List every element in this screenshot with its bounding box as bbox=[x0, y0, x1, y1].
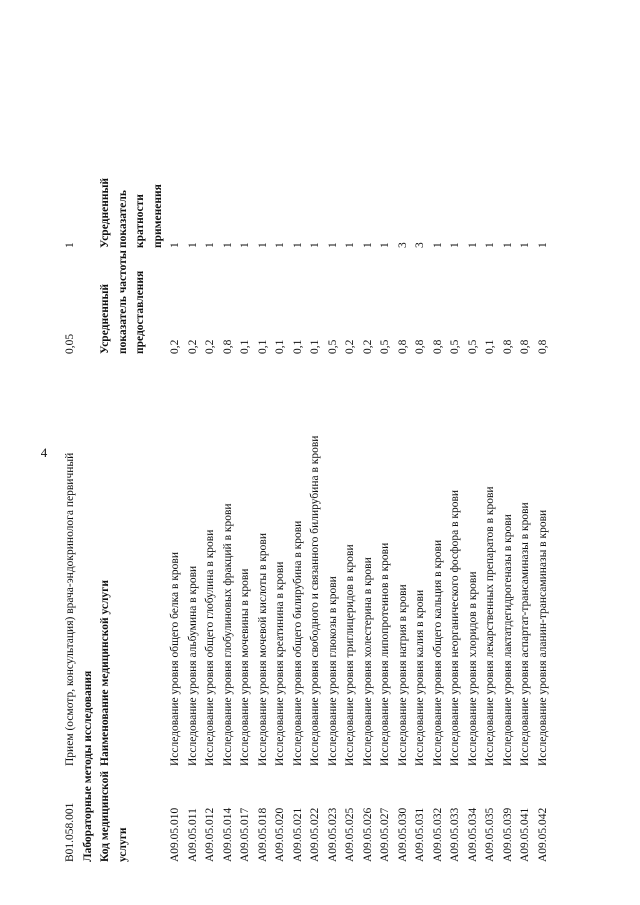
row-multiplicity: 1 bbox=[256, 242, 269, 248]
row-frequency: 0,8 bbox=[221, 339, 234, 354]
row-code: A09.05.035 bbox=[484, 807, 496, 862]
row-name: Исследование уровня мочевой кислоты в крови bbox=[256, 532, 269, 766]
row-code: A09.05.010 bbox=[169, 807, 181, 862]
row-multiplicity: 1 bbox=[326, 242, 339, 248]
table-row bbox=[395, 148, 413, 862]
row-name: Исследование уровня лактатдегидрогеназы в крови bbox=[501, 514, 514, 766]
row-code: A09.05.039 bbox=[501, 807, 514, 862]
header-code: Код медицинской услуги bbox=[99, 771, 129, 862]
row-frequency: 0,8 bbox=[519, 339, 531, 354]
row-name: Исследование уровня натрия в крови bbox=[396, 584, 409, 766]
row-multiplicity: 1 bbox=[309, 242, 321, 248]
row-multiplicity: 1 bbox=[291, 242, 304, 248]
page-number: 4 bbox=[40, 445, 48, 460]
table-row bbox=[220, 148, 238, 862]
row-code: A09.05.020 bbox=[274, 807, 286, 862]
row-frequency: 0,2 bbox=[344, 339, 356, 354]
row-name: Исследование уровня калия в крови bbox=[414, 589, 426, 766]
row-name: Исследование уровня общего белка в крови bbox=[169, 551, 181, 766]
table-header-row bbox=[97, 148, 167, 862]
row-name: Исследование уровня мочевины в крови bbox=[239, 568, 251, 766]
row-code: A09.05.026 bbox=[361, 807, 374, 862]
row-code: A09.05.018 bbox=[256, 807, 269, 862]
row-multiplicity: 1 bbox=[221, 242, 234, 248]
row-frequency: 0,1 bbox=[309, 339, 321, 354]
row-frequency: 0,1 bbox=[256, 339, 269, 354]
table-row bbox=[430, 148, 448, 862]
row-name: Исследование уровня свободного и связанного билирубина в крови bbox=[309, 435, 321, 766]
table-row bbox=[255, 148, 273, 862]
row-name: Исследование уровня хлоридов в крови bbox=[466, 571, 479, 766]
row-frequency: 0,2 bbox=[361, 339, 374, 354]
row-name: Исследование уровня лекарственных препаратов в крови bbox=[484, 486, 496, 766]
table-row bbox=[535, 148, 553, 862]
row-frequency: 0,5 bbox=[379, 339, 391, 354]
row-code: A09.05.012 bbox=[204, 807, 216, 862]
header-multiplicity: Усредненный показатель кратности применения bbox=[99, 177, 164, 248]
row-multiplicity: 1 bbox=[536, 242, 549, 248]
row-frequency: 0,5 bbox=[449, 339, 461, 354]
row-code: A09.05.027 bbox=[379, 807, 391, 862]
table-row bbox=[500, 148, 518, 862]
row-code: A09.05.022 bbox=[309, 807, 321, 862]
table-row bbox=[517, 148, 535, 862]
row-code: A09.05.021 bbox=[291, 807, 304, 862]
row-multiplicity: 1 bbox=[186, 242, 199, 248]
row-code: A09.05.030 bbox=[396, 807, 409, 862]
service-multiplicity: 1 bbox=[64, 242, 76, 248]
table-row bbox=[202, 148, 220, 862]
row-name: Исследование уровня неорганического фосфора в крови bbox=[449, 489, 461, 766]
row-code: A09.05.023 bbox=[326, 807, 339, 862]
section-title: Лабораторные методы исследования bbox=[81, 670, 94, 862]
table-row bbox=[307, 148, 325, 862]
row-name: Исследование уровня глобулиновых фракций в крови bbox=[221, 503, 234, 766]
row-multiplicity: 1 bbox=[449, 242, 461, 248]
table-row bbox=[185, 148, 203, 862]
row-frequency: 0,1 bbox=[274, 339, 286, 354]
row-code: A09.05.033 bbox=[449, 807, 461, 862]
row-frequency: 0,5 bbox=[466, 339, 479, 354]
row-frequency: 0,1 bbox=[291, 339, 304, 354]
service-code: B01.058.001 bbox=[64, 802, 76, 862]
row-code: A09.05.034 bbox=[466, 807, 479, 862]
row-multiplicity: 1 bbox=[239, 242, 251, 248]
row-code: A09.05.025 bbox=[344, 807, 356, 862]
row-code: A09.05.031 bbox=[414, 807, 426, 862]
table-row bbox=[447, 148, 465, 862]
table-row bbox=[167, 148, 185, 862]
row-frequency: 0,2 bbox=[204, 339, 216, 354]
row-name: Исследование уровня липопротеинов в крови bbox=[379, 542, 391, 766]
row-name: Исследование уровня аланин-трансаминазы в крови bbox=[536, 509, 549, 766]
table-row bbox=[237, 148, 255, 862]
table-row bbox=[465, 148, 483, 862]
row-name: Исследование уровня альбумина в крови bbox=[186, 565, 199, 766]
row-multiplicity: 3 bbox=[396, 242, 409, 248]
row-name: Исследование уровня холестерина в крови bbox=[361, 557, 374, 766]
table-row bbox=[325, 148, 343, 862]
row-frequency: 0,2 bbox=[169, 339, 181, 354]
service-row bbox=[62, 148, 80, 862]
table-row bbox=[360, 148, 378, 862]
table-row bbox=[342, 148, 360, 862]
row-frequency: 0,2 bbox=[186, 339, 199, 354]
row-frequency: 0,1 bbox=[484, 339, 496, 354]
rotated-page-content bbox=[62, 132, 562, 862]
row-frequency: 0,8 bbox=[431, 339, 444, 354]
row-multiplicity: 1 bbox=[501, 242, 514, 248]
row-name: Исследование уровня аспартат-трансаминазы в крови bbox=[519, 502, 531, 766]
table-row bbox=[290, 148, 308, 862]
row-multiplicity: 1 bbox=[519, 242, 531, 248]
row-code: A09.05.017 bbox=[239, 807, 251, 862]
section-title-row bbox=[80, 148, 98, 862]
row-code: A09.05.041 bbox=[519, 807, 531, 862]
row-name: Исследование уровня глюкозы в крови bbox=[326, 576, 339, 766]
header-frequency: Усредненный показатель частоты предоставления bbox=[99, 250, 146, 354]
row-frequency: 0,8 bbox=[396, 339, 409, 354]
row-frequency: 0,1 bbox=[239, 339, 251, 354]
row-multiplicity: 1 bbox=[361, 242, 374, 248]
row-frequency: 0,8 bbox=[414, 339, 426, 354]
row-frequency: 0,5 bbox=[326, 339, 339, 354]
services-table bbox=[62, 148, 552, 862]
table-row bbox=[482, 148, 500, 862]
row-name: Исследование уровня триглицеридов в крови bbox=[344, 544, 356, 766]
header-name: Наименование медицинской услуги bbox=[99, 579, 111, 766]
row-name: Исследование уровня общего билирубина в крови bbox=[291, 520, 304, 766]
row-multiplicity: 1 bbox=[466, 242, 479, 248]
row-name: Исследование уровня общего кальция в крови bbox=[431, 539, 444, 766]
row-multiplicity: 1 bbox=[169, 242, 181, 248]
table-row bbox=[412, 148, 430, 862]
row-multiplicity: 1 bbox=[204, 242, 216, 248]
table-row bbox=[272, 148, 290, 862]
row-multiplicity: 1 bbox=[344, 242, 356, 248]
row-multiplicity: 1 bbox=[379, 242, 391, 248]
row-multiplicity: 1 bbox=[274, 242, 286, 248]
row-multiplicity: 1 bbox=[484, 242, 496, 248]
row-frequency: 0,8 bbox=[536, 339, 549, 354]
row-name: Исследование уровня общего глобулина в крови bbox=[204, 529, 216, 766]
row-name: Исследование уровня креатинина в крови bbox=[274, 561, 286, 766]
row-multiplicity: 1 bbox=[431, 242, 444, 248]
row-code: A09.05.014 bbox=[221, 807, 234, 862]
row-frequency: 0,8 bbox=[501, 339, 514, 354]
service-frequency: 0,05 bbox=[64, 333, 76, 354]
service-name: Прием (осмотр, консультация) врача-эндокринолога первичный bbox=[64, 452, 76, 766]
row-code: A09.05.042 bbox=[536, 807, 549, 862]
row-multiplicity: 3 bbox=[414, 242, 426, 248]
row-code: A09.05.032 bbox=[431, 807, 444, 862]
row-code: A09.05.011 bbox=[186, 808, 199, 862]
table-row bbox=[377, 148, 395, 862]
